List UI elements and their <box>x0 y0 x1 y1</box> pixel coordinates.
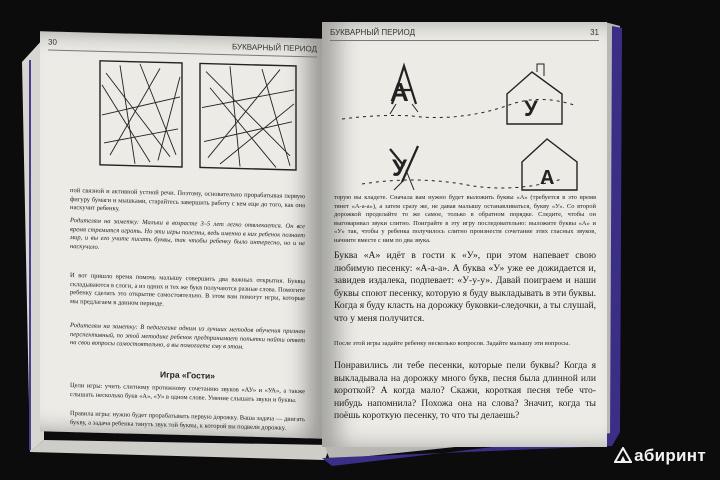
letters-path-illustration <box>322 44 607 194</box>
illustration-letter-a-bottom: А <box>540 167 555 189</box>
left-paragraph-2: И вот пришло время помочь малышу совершить два важных открытия. Буквы складываются в слоги, а из одних и тех же букв получаются разные слова. Помогите ребенку сделать это открытие самостоятельно. В этом вам помогут игры, которые мы предлагаем в данном периоде. <box>70 272 305 308</box>
tangled-lines-figures <box>40 53 325 195</box>
right-small-paragraph: торую вы кладете. Сначала вам нужно будет выложить буквы «А» (требуется в это время тянет «А-а-а»), а затем сразу же, не давая малышу останавливаться, букву «У». Со второй дорожкой проделайте то же самое, только в обратном порядке. Следите, чтобы он выговаривал звуки слитно. Поиграйте в эту игру последовательно: выложите буквы «А» и «У» так, чтобы у ребенка получилось слитно произнести сочетание этих гласных звуков, начните вместе с ним по два звука. <box>334 194 596 244</box>
left-paragraph-1: пой связной и активной устной речи. Поэтому, основательно прорабатывая первую фигуру бумаги и мышками, старайтесь завершить работу с кем еще до того, как она наскучит ребенку. <box>70 187 305 213</box>
labirint-logo-icon <box>614 447 632 463</box>
right-page-number: 31 <box>590 28 599 37</box>
left-note-1: Родителям на заметку: Малыш в возрасте 3–5 лет легко отвлекается. Он все время стремится играть. Но эти игры полезны, ведь именно в них ребенок познает мир, и вы его учите писать буквы, так чтобы ребенку было интересно, но и не наскучило. <box>70 217 305 251</box>
labirint-watermark <box>614 445 706 466</box>
left-note-2: Родителям на заметку: В педагогике одним из лучших методов обучения признан перспективный, по этой методике ребенок предпринимает попытки найти ответ на свои вопросы самостоятельно, а вы помогаете ему в этом. <box>70 322 305 351</box>
right-page <box>322 22 607 447</box>
left-paragraph-3: Цели игры: учить слитному протяжному сочетанию звуков «АУ» и «УА», а также слышать несколько букв «А», «У» в одном слове. Умение слышать звуки и буквы. <box>70 382 305 404</box>
watermark-text: абиринт <box>634 446 706 465</box>
left-page <box>40 31 325 438</box>
illustration-letter-u-bottom: У <box>392 155 407 182</box>
right-running-head <box>330 28 599 41</box>
right-story-paragraph: Буква «А» идёт в гости к «У», при этом напевает свою любимую песенку: «А-а-а». А буква «У» уже ее дожидается и, завидев издалека, подпевает: «У-у-у». Давай поиграем и наши буквы споют песенку, которую я буду выкладывать в эти буквы. Когда я буду класть на дорожку буковки-следочки, а ты слушай, что у меня получится. <box>334 250 596 324</box>
right-small-paragraph-2: После этой игры задайте ребенку несколько вопросов. Задайте малышу эти вопросы. <box>334 340 571 347</box>
right-questions-paragraph: Понравились ли тебе песенки, которые пели буквы? Когда я выкладывала на дорожку много букв, песня была длинной или короткой? А когда мало? Скажи, короткая песня тебе что-нибудь напомнила? Похожа она на слова? Значит, когда ты поёшь короткую песенку, то что ты делаешь? <box>334 360 596 421</box>
left-page-number: 30 <box>48 37 57 47</box>
left-game-heading: Игра «Гости» <box>160 369 215 381</box>
right-running-title: БУКВАРНЫЙ ПЕРИОД <box>330 28 416 37</box>
illustration-letter-a-top: А <box>390 77 409 107</box>
left-running-title: БУКВАРНЫЙ ПЕРИОД <box>231 42 317 54</box>
illustration-letter-u-top: У <box>524 96 538 121</box>
left-paragraph-4: Правила игры: нужно будет прорабатывать первую дорожку. Ваша задача — двигать букву, а задача ребенка тянуть звук той буквы, к которой вы подвели дорожку. <box>70 410 305 432</box>
